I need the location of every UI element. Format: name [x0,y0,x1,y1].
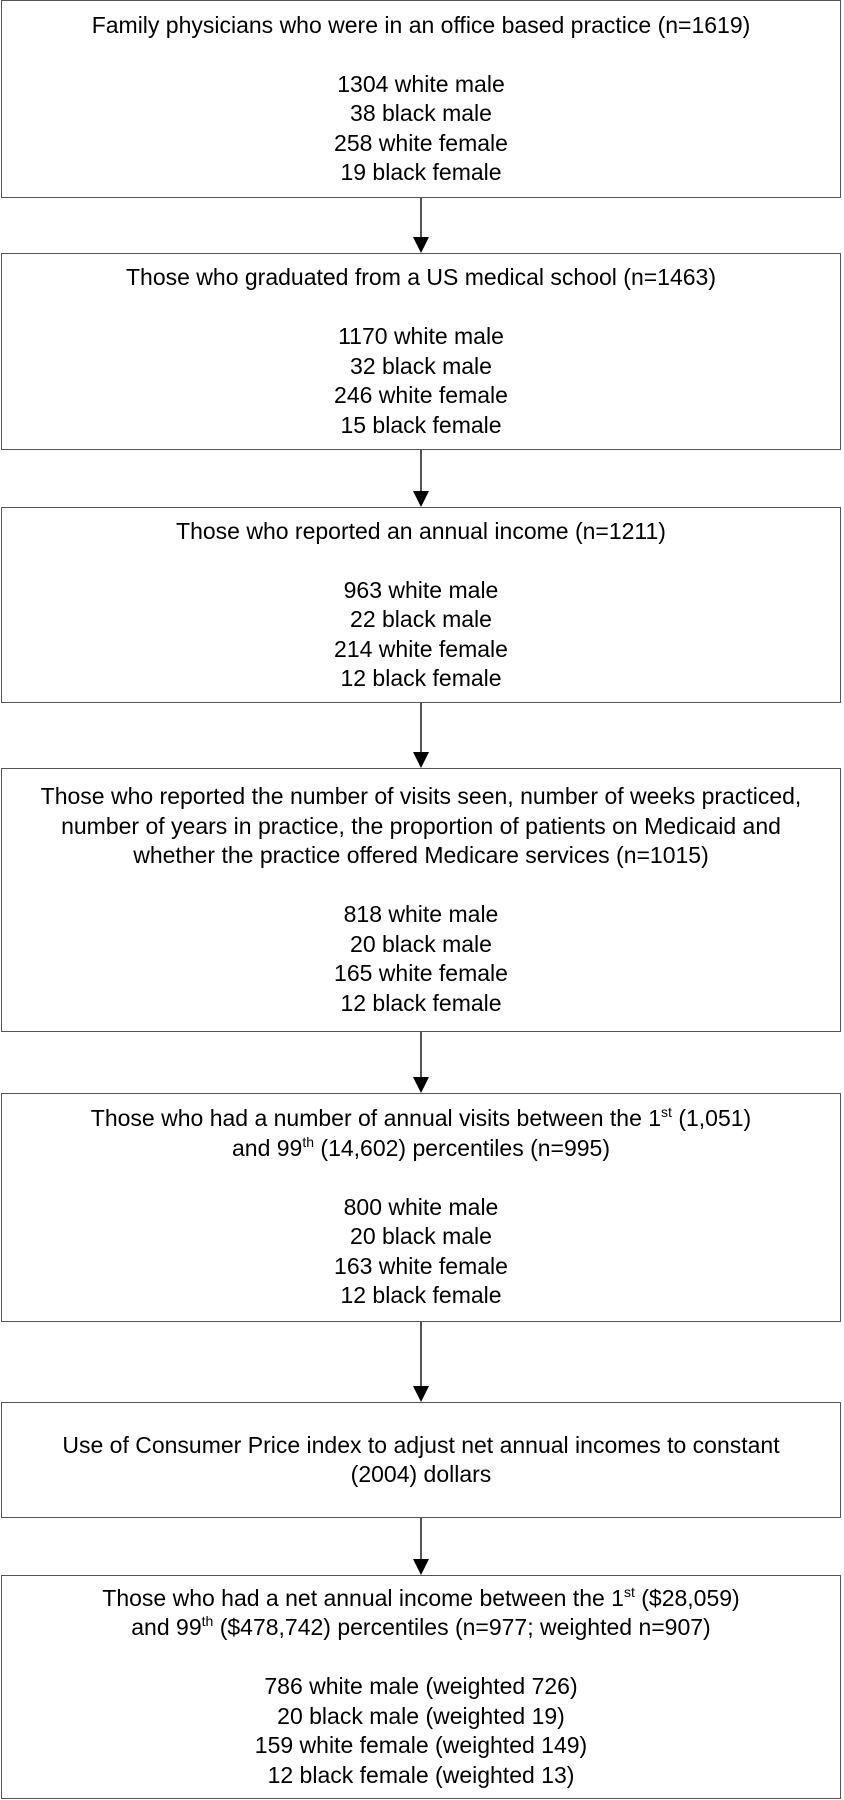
count-black-male: 22 black male [350,606,492,632]
step-title-line: and 99th (14,602) percentiles (n=995) [231,1133,611,1161]
step-box-annual-income [1,507,841,703]
count-black-female: 19 black female [340,159,502,185]
count-black-female: 12 black female [340,1282,502,1309]
count-black-female: 12 black female (weighted 13) [267,1761,575,1788]
step-box-net-income-percentiles [1,1575,841,1799]
count-white-male: 1170 white male [338,323,504,349]
count-white-female: 165 white female [334,960,508,986]
step-title-line: and 99th ($478,742) percentiles (n=977; weighted n=907) [131,1613,711,1641]
count-black-female: 12 black female [340,665,502,691]
count-black-male: 20 black male (weighted 19) [277,1702,565,1729]
step-title: Family physicians who were in an office based practice (n=1619) [91,11,751,38]
step-title-line: whether the practice offered Medicare services (n=1015) [133,842,709,868]
count-white-female: 214 white female [334,635,508,662]
step-title-line: Use of Consumer Price index to adjust net annual incomes to constant [62,1431,780,1458]
count-black-male: 20 black male [350,930,492,957]
step-box-visits-weeks-years [1,768,841,1032]
count-black-male: 20 black male [350,1223,492,1250]
step-box-cpi-adjustment [1,1402,841,1518]
step-box-us-medical-school [1,253,841,450]
count-white-female: 159 white female (weighted 149) [254,1732,588,1759]
count-white-male: 963 white male [343,576,499,603]
count-white-female: 258 white female [334,129,508,156]
count-white-male: 800 white male [343,1193,499,1220]
step-title: Those who reported an annual income (n=1211) [176,517,666,544]
count-black-male: 38 black male [350,100,492,126]
count-white-male: 1304 white male [337,70,505,97]
count-white-female: 163 white female [334,1252,508,1279]
step-title: Those who graduated from a US medical school (n=1463) [125,264,716,290]
count-white-female: 246 white female [334,382,508,408]
count-black-female: 15 black female [340,411,502,438]
count-white-male: 818 white male [343,901,499,927]
step-title-line: Those who reported the number of visits seen, number of weeks practiced, [40,783,802,809]
step-box-office-practice [1,0,841,198]
count-white-male: 786 white male (weighted 726) [264,1673,578,1700]
count-black-male: 32 black male [350,352,492,379]
step-title-line: Those who had a number of annual visits between the 1st (1,051) [90,1104,752,1132]
step-title-line: number of years in practice, the proportion of patients on Medicaid and [61,812,781,839]
step-title-line: Those who had a net annual income between the 1st ($28,059) [102,1583,740,1611]
step-box-annual-visits-percentiles [1,1093,841,1322]
step-title-line: (2004) dollars [350,1461,492,1487]
count-black-female: 12 black female [340,989,502,1016]
